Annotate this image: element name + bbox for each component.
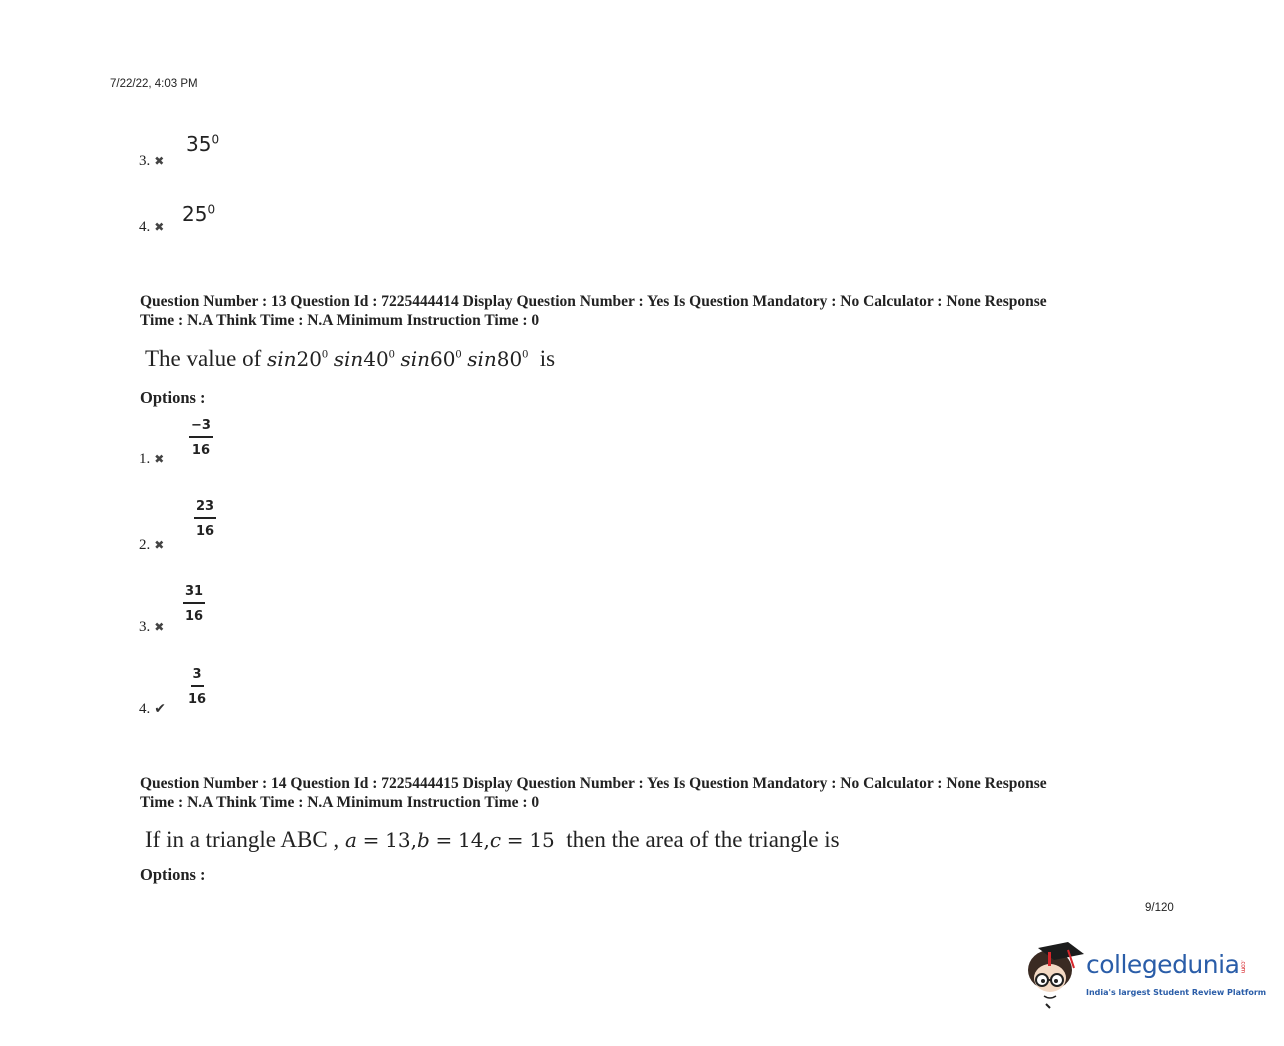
q13-option-2-fraction [194,499,216,539]
comma: , [483,828,490,852]
term-fn: sin [400,347,431,371]
term-arg: 40 [363,347,389,371]
equals: = [362,828,380,852]
fraction-numerator: 31 [183,584,205,604]
value-b: 14 [458,828,484,852]
term-deg: 0 [321,346,328,361]
option-value: 35 [186,132,212,156]
q13-question-text [145,346,555,372]
logo-suffix: .com [1239,959,1247,973]
term-arg: 20 [296,347,322,371]
question-suffix: then the area of the triangle is [566,827,840,852]
value-a: 13 [385,828,411,852]
var-a: a [344,828,357,852]
fraction-numerator: −3 [189,418,213,438]
term-fn: sin [266,347,297,371]
q13-option-4-number-row [139,700,166,718]
q13-meta-line1: Question Number : 13 Question Id : 7225444414 Display Question Number : Yes Is Question Mandatory : No Calculator : None Response [140,293,1047,310]
page-number: 9/120 [1145,902,1174,914]
term-arg: 80 [496,347,523,371]
option-number: 4. [139,219,151,235]
q14-meta-line2: Time : N.A Think Time : N.A Minimum Instruction Time : 0 [140,794,540,811]
mascot-logo-icon [1024,940,1086,1010]
check-mark-icon: ✔ [154,701,166,717]
fraction-denominator: 16 [185,609,204,624]
question-prefix: If in a triangle ABC , [145,827,340,852]
prev-option-4-value [182,202,215,226]
prev-option-4-number-row [139,218,164,236]
option-number: 4. [139,701,151,717]
option-number: 3. [139,153,151,169]
fraction-denominator: 16 [191,443,211,458]
q13-meta-line2: Time : N.A Think Time : N.A Minimum Instruction Time : 0 [140,312,540,329]
fraction-denominator: 16 [188,692,207,707]
q13-option-3-number-row [139,618,164,636]
fraction-denominator: 16 [196,524,215,539]
q13-option-3-fraction [183,584,205,624]
value-c: 15 [529,828,555,852]
print-datetime: 7/22/22, 4:03 PM [110,78,198,90]
q14-question-text [145,827,840,853]
option-number: 2. [139,537,151,553]
term-deg: 0 [522,346,529,361]
fraction-numerator: 23 [194,499,216,519]
equals: = [506,828,524,852]
logo-name: collegedunia [1086,950,1240,979]
collegedunia-logo [1024,940,1267,1010]
degree-sup: 0 [207,202,216,217]
var-b: b [416,828,430,852]
question-prefix: The value of [145,346,262,371]
q14-meta-line1: Question Number : 14 Question Id : 7225444415 Display Question Number : Yes Is Question Mandatory : No Calculator : None Response [140,775,1047,792]
degree-sup: 0 [211,132,220,147]
wrong-mark-icon: ✖ [154,452,165,466]
option-number: 3. [139,619,151,635]
q13-metadata [140,292,1160,330]
q13-option-2-number-row [139,536,164,554]
prev-option-3-value [186,132,219,156]
wrong-mark-icon: ✖ [154,154,165,168]
comma: , [410,828,417,852]
q13-option-4-fraction [188,667,206,707]
q14-metadata [140,774,1160,812]
option-number: 1. [139,451,151,467]
q13-option-1-fraction [189,418,213,458]
wrong-mark-icon: ✖ [154,538,165,552]
logo-wordmark [1086,950,1246,979]
q14-options-label: Options : [140,865,206,884]
term-deg: 0 [388,346,395,361]
term-arg: 60 [430,347,456,371]
q13-options-label: Options : [140,388,206,407]
logo-tagline: India's largest Student Review Platform [1086,988,1267,997]
wrong-mark-icon: ✖ [154,220,165,234]
q13-option-1-number-row [139,450,164,468]
prev-option-3-number-row [139,152,164,170]
question-suffix: is [539,346,556,371]
term-fn: sin [333,347,364,371]
term-deg: 0 [455,346,462,361]
term-fn: sin [467,347,497,371]
wrong-mark-icon: ✖ [154,620,165,634]
fraction-numerator: 3 [191,667,204,687]
option-value: 25 [182,202,208,226]
var-c: c [489,828,502,852]
equals: = [435,828,453,852]
